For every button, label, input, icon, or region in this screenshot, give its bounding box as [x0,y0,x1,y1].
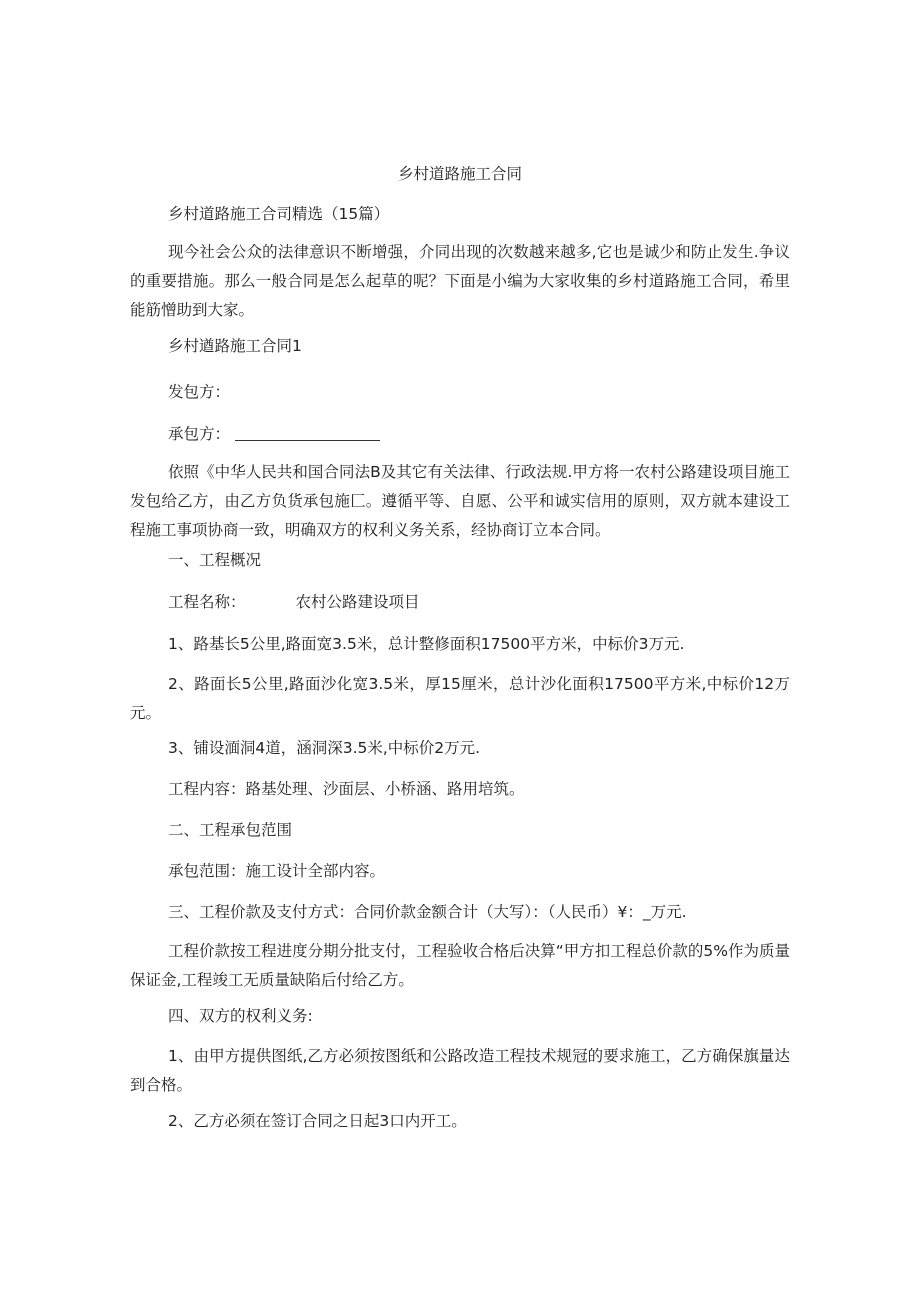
heading-rights-duties: 四、双方的权利义务: [168,1007,313,1025]
heading-contract-scope: 二、工程承包范围 [168,821,293,839]
project-name-line [130,588,828,616]
project-name-value: 农村公路建设项目 [295,593,420,611]
payment-paragraph: 工程价款按工程进度分期分批支付，工程验收合格后决算“甲方扣工程总价款的5%作为质量保证金,工程竣工无质量缺陷后付给乙方。 [130,942,790,989]
overview-item-1: 1、路基长5公里,路面宽3.5米，总计整修面积17500平方米，中标价3万元. [168,635,685,653]
heading-project-overview: 一、工程概况 [168,551,262,569]
heading-price-payment: 三、工程价款及支付方式：合同价款金额合计（大写）：（人民币）¥：_万元. [168,903,687,921]
party-b-line [130,420,828,448]
intro-paragraph: 现今社会公众的法律意识不断增强，介同出现的次数越来越多,它也是诚少和防止发生.争议的重要措施。那么一般合同是怎么起草的呢？下面是小编为大家收集的乡村道路施工合同，希里能筋憎助到大家。 [130,243,790,319]
party-b-blank-line [235,424,380,441]
overview-item-3: 3、铺设湎洞4道，涵洞深3.5米,中标价2万元. [168,739,481,757]
document-subtitle: 乡村道路施工合司精选（15篇） [168,205,390,223]
basis-paragraph: 依照《中华人民共和国合同法B及其它有关法律、行政法规.甲方将一农村公路建设项目施工发包给乙方，由乙方负货承包施匚。遵循平等、自愿、公平和诚实信用的原则，双方就本建设工程施工事项协商一致，明确双方的权利义务关系，经协商订立本合同。 [130,463,790,539]
project-name-label: 工程名称： [168,593,246,611]
scope-line: 承包范围：施工设计全部内容。 [168,862,386,880]
party-a-line [130,378,828,406]
party-b-label: 承包方： [168,425,231,443]
document-title: 乡村道路施工合同 [397,165,522,183]
duty-item-1: 1、由甲方提供图纸,乙方必须按图纸和公路改造工程技术规冠的要求施工，乙方确保旗量达到合格。 [130,1047,790,1094]
party-a-label: 发包方： [168,383,231,401]
duty-item-2: 2、乙方必须在签订合同之日起3口内开工。 [168,1112,467,1130]
project-content-line: 工程内容：路基处理、沙面层、小桥涵、路用培筑。 [168,780,525,798]
section-heading: 乡村遒路施工合同1 [168,337,302,355]
overview-item-2: 2、路面长5公里,路面沙化宽3.5米，厚15厘米，总计沙化面积17500平方米,中标价12万元。 [130,675,790,722]
